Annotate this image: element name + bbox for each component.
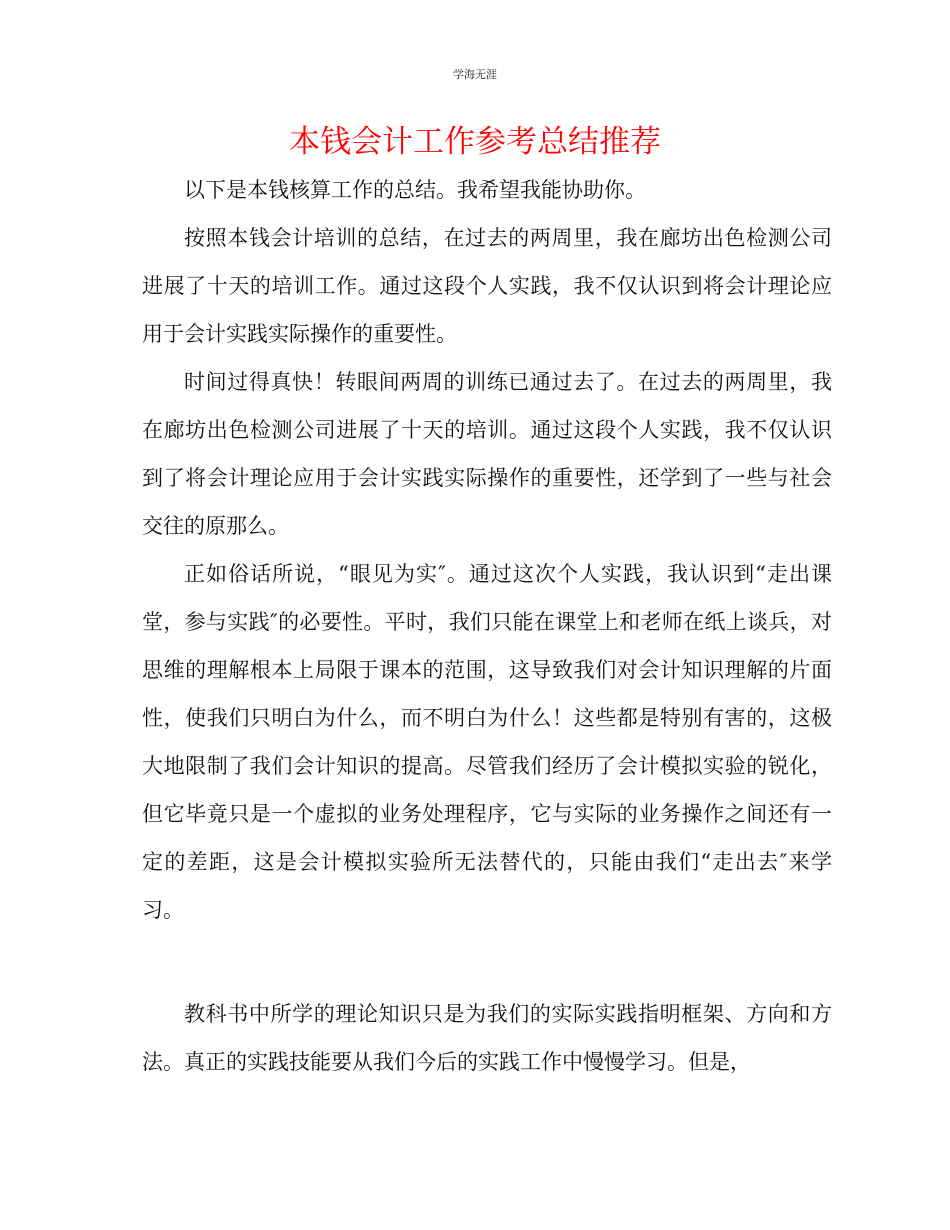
page-header: 学海无涯 xyxy=(453,68,497,81)
paragraph: 以下是本钱核算工作的总结。我希望我能协助你。 xyxy=(184,178,646,202)
paragraph: 按照本钱会计培训的总结，在过去的两周里，我在廊坊出色检测公司进展了十天的培训工作。通过这段个人实践，我不仅认识到将会计理论应用于会计实践实际操作的重要性。 xyxy=(142,226,832,346)
paragraph: 正如俗话所说，“眼见为实″。通过这次个人实践，我认识到“走出课堂，参与实践″的必要性。平时，我们只能在课堂上和老师在纸上谈兵，对思维的理解根本上局限于课本的范围，这导致我们对会计知识理解的片面性，使我们只明白为什么，而不明白为什么！这些都是特别有害的，这极大地限制了我们会计知识的提高。尽管我们经历了会计模拟实验的锐化，但它毕竟只是一个虚拟的业务处理程序，它与实际的业务操作之间还有一定的差距，这是会计模拟实验所无法替代的，只能由我们“走出去″来学习。 xyxy=(142,562,832,922)
document-body-continued xyxy=(142,990,832,1086)
paragraph: 时间过得真快！转眼间两周的训练已通过去了。在过去的两周里，我在廊坊出色检测公司进展了十天的培训。通过这段个人实践，我不仅认识到了将会计理论应用于会计实践实际操作的重要性，还学到了一些与社会交往的原那么。 xyxy=(142,370,832,538)
document-body xyxy=(142,166,832,934)
document-title: 本钱会计工作参考总结推荐 xyxy=(289,124,661,160)
paragraph: 教科书中所学的理论知识只是为我们的实际实践指明框架、方向和方法。真正的实践技能要从我们今后的实践工作中慢慢学习。但是， xyxy=(142,1002,832,1074)
